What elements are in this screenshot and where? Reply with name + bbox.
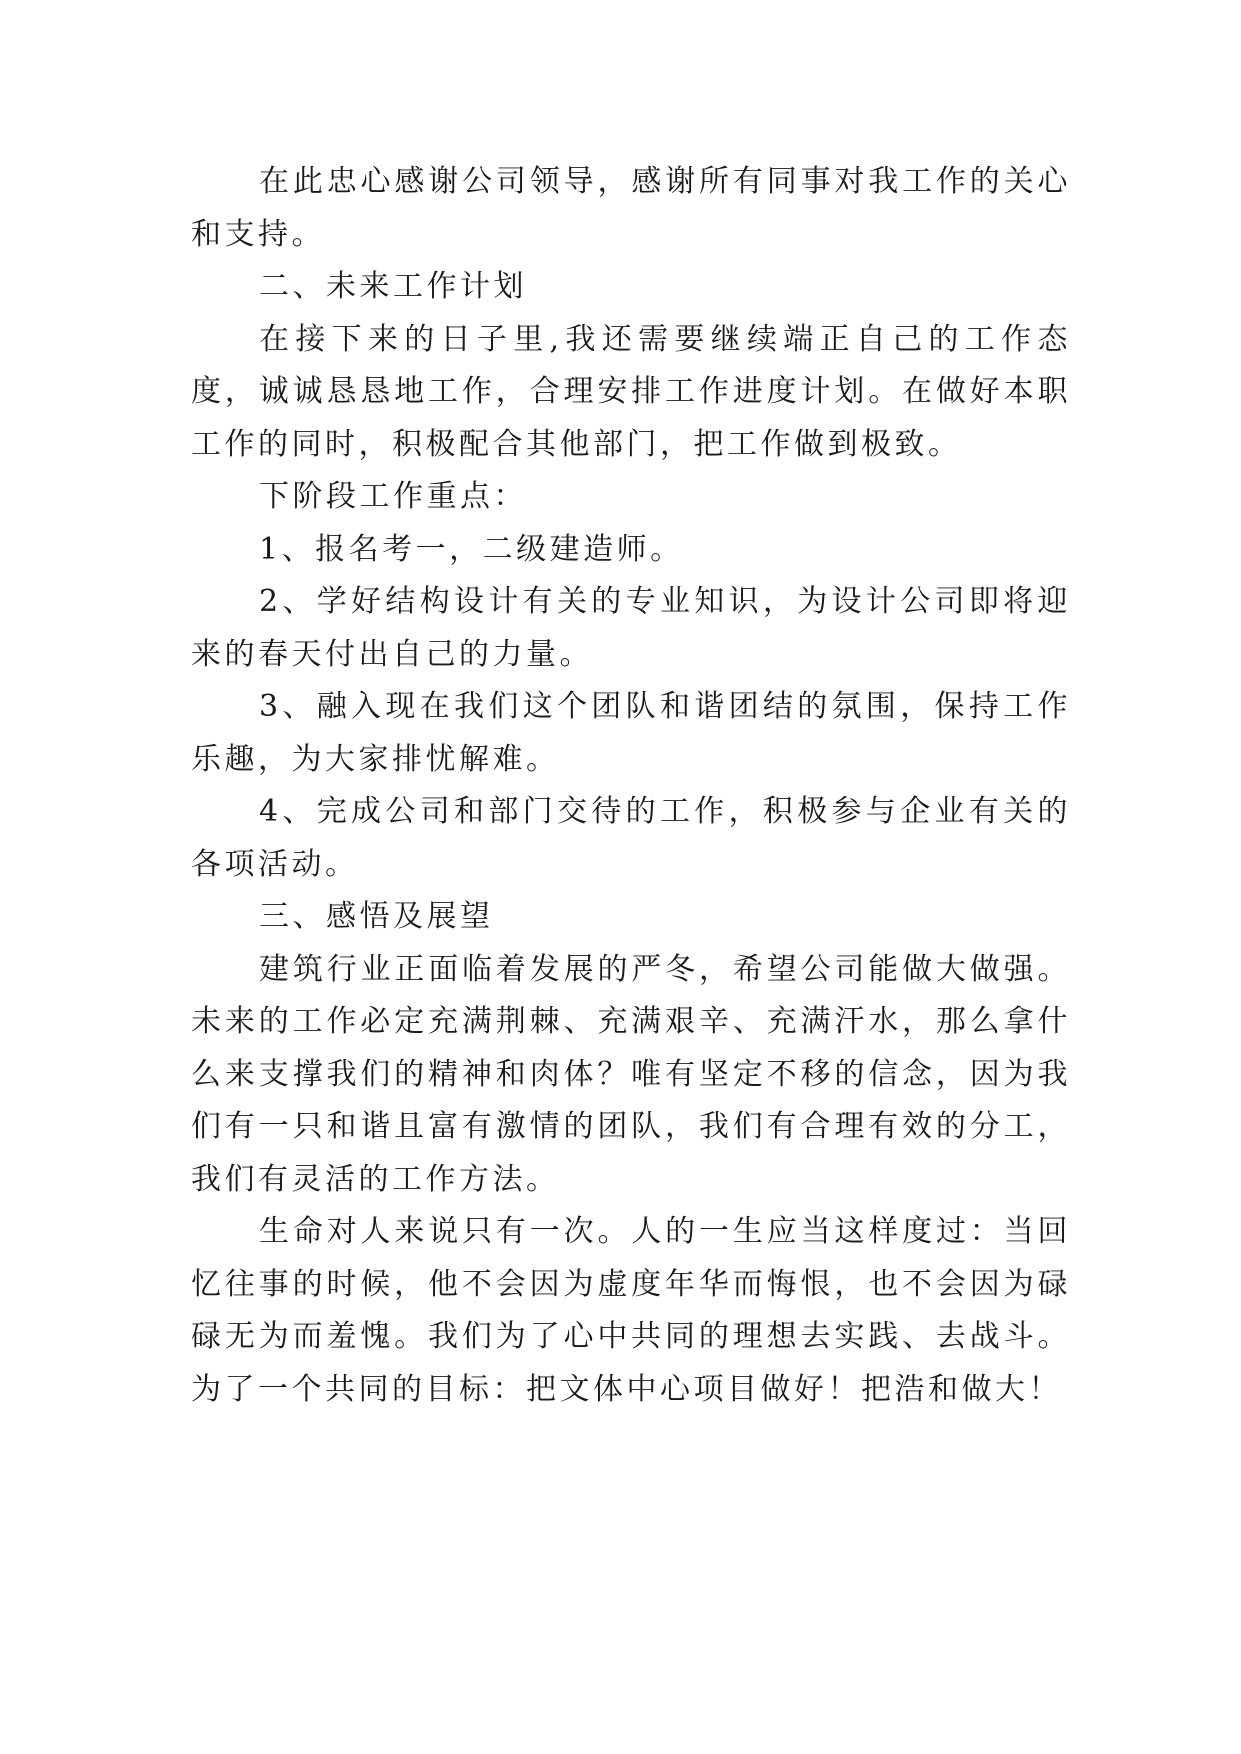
paragraph-next-focus-heading: 下阶段工作重点： (259, 479, 527, 514)
paragraph-life: 生命对人来说只有一次。人的一生应当这样度过：当回忆往事的时候，他不会因为虚度年华而悔恨，也不会因为碌碌无为而羞愧。我们为了心中共同的理想去实践、去战斗。为了一个共同的目标：把文体中心项目做好！把浩和做大！ (191, 1214, 1071, 1407)
list-item-4: 4、完成公司和部门交待的工作，积极参与企业有关的各项活动。 (191, 794, 1071, 882)
list-item-2: 2、学好结构设计有关的专业知识，为设计公司即将迎来的春天付出自己的力量。 (191, 584, 1071, 672)
list-item-3: 3、融入现在我们这个团队和谐团结的氛围，保持工作乐趣，为大家排忧解难。 (191, 689, 1071, 777)
section-heading-reflection: 三、感悟及展望 (259, 899, 494, 934)
list-item-1: 1、报名考一，二级建造师。 (259, 531, 684, 567)
section-heading-future-plan: 二、未来工作计划 (259, 269, 527, 304)
paragraph-industry-outlook: 建筑行业正面临着发展的严冬，希望公司能做大做强。未来的工作必定充满荆棘、充满艰辛、充满汗水，那么拿什么来支撑我们的精神和肉体？唯有坚定不移的信念，因为我们有一只和谐且富有激情的团队，我们有合理有效的分工，我们有灵活的工作方法。 (191, 951, 1071, 1197)
document-page (191, 156, 1071, 1416)
paragraph-thanks: 在此忠心感谢公司领导，感谢所有同事对我工作的关心和支持。 (191, 164, 1071, 252)
paragraph-work-attitude: 在接下来的日子里,我还需要继续端正自己的工作态度，诚诚恳恳地工作，合理安排工作进度计划。在做好本职工作的同时，积极配合其他部门，把工作做到极致。 (191, 321, 1071, 462)
